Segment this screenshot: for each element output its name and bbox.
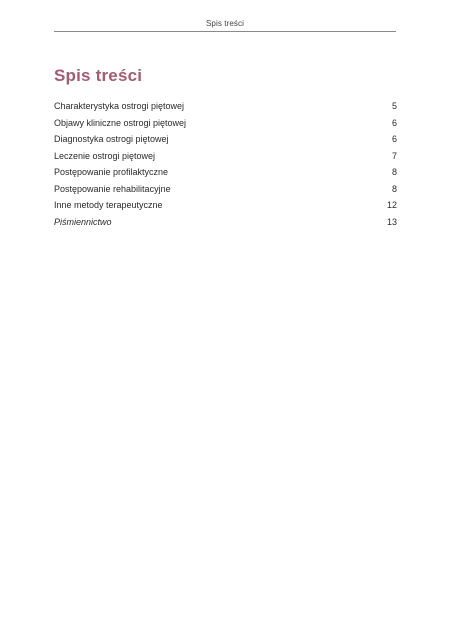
running-header: Spis treści: [206, 19, 244, 28]
toc-entry-bibliography[interactable]: [54, 217, 397, 234]
toc-entry-page: 8: [391, 183, 397, 194]
toc-entry[interactable]: [54, 118, 397, 135]
toc-entry-page: 5: [391, 101, 397, 111]
toc-entry-label: Charakterystyka ostrogi piętowej: [54, 101, 185, 111]
toc-entry-page: 8: [391, 167, 397, 177]
toc-entry-page: 12: [386, 200, 397, 210]
toc-entry-label: Leczenie ostrogi piętowej: [54, 150, 156, 161]
toc-entry-label: Postępowanie rehabilitacyjne: [54, 183, 171, 194]
toc-entry[interactable]: [54, 101, 397, 118]
toc-entry-page: 6: [391, 134, 397, 144]
toc-entry-label: Postępowanie profilaktyczne: [54, 167, 169, 177]
toc-entry[interactable]: [54, 134, 397, 151]
toc-entry[interactable]: [54, 167, 397, 184]
toc-entry-page: 7: [391, 150, 397, 161]
toc-entry-label: Inne metody terapeutyczne: [54, 200, 163, 210]
toc-entry-label: Piśmiennictwo: [54, 216, 112, 227]
toc-title: Spis treści: [54, 66, 143, 85]
toc-entry-label: Objawy kliniczne ostrogi piętowej: [54, 117, 187, 128]
toc-entry[interactable]: [54, 184, 397, 201]
toc-entry-page: 6: [391, 117, 397, 128]
header-divider: [54, 31, 396, 32]
toc-entry-label: Diagnostyka ostrogi piętowej: [54, 134, 169, 144]
toc-list: [54, 101, 397, 233]
toc-entry[interactable]: [54, 151, 397, 168]
toc-entry-page: 13: [386, 216, 397, 227]
toc-entry[interactable]: [54, 200, 397, 217]
